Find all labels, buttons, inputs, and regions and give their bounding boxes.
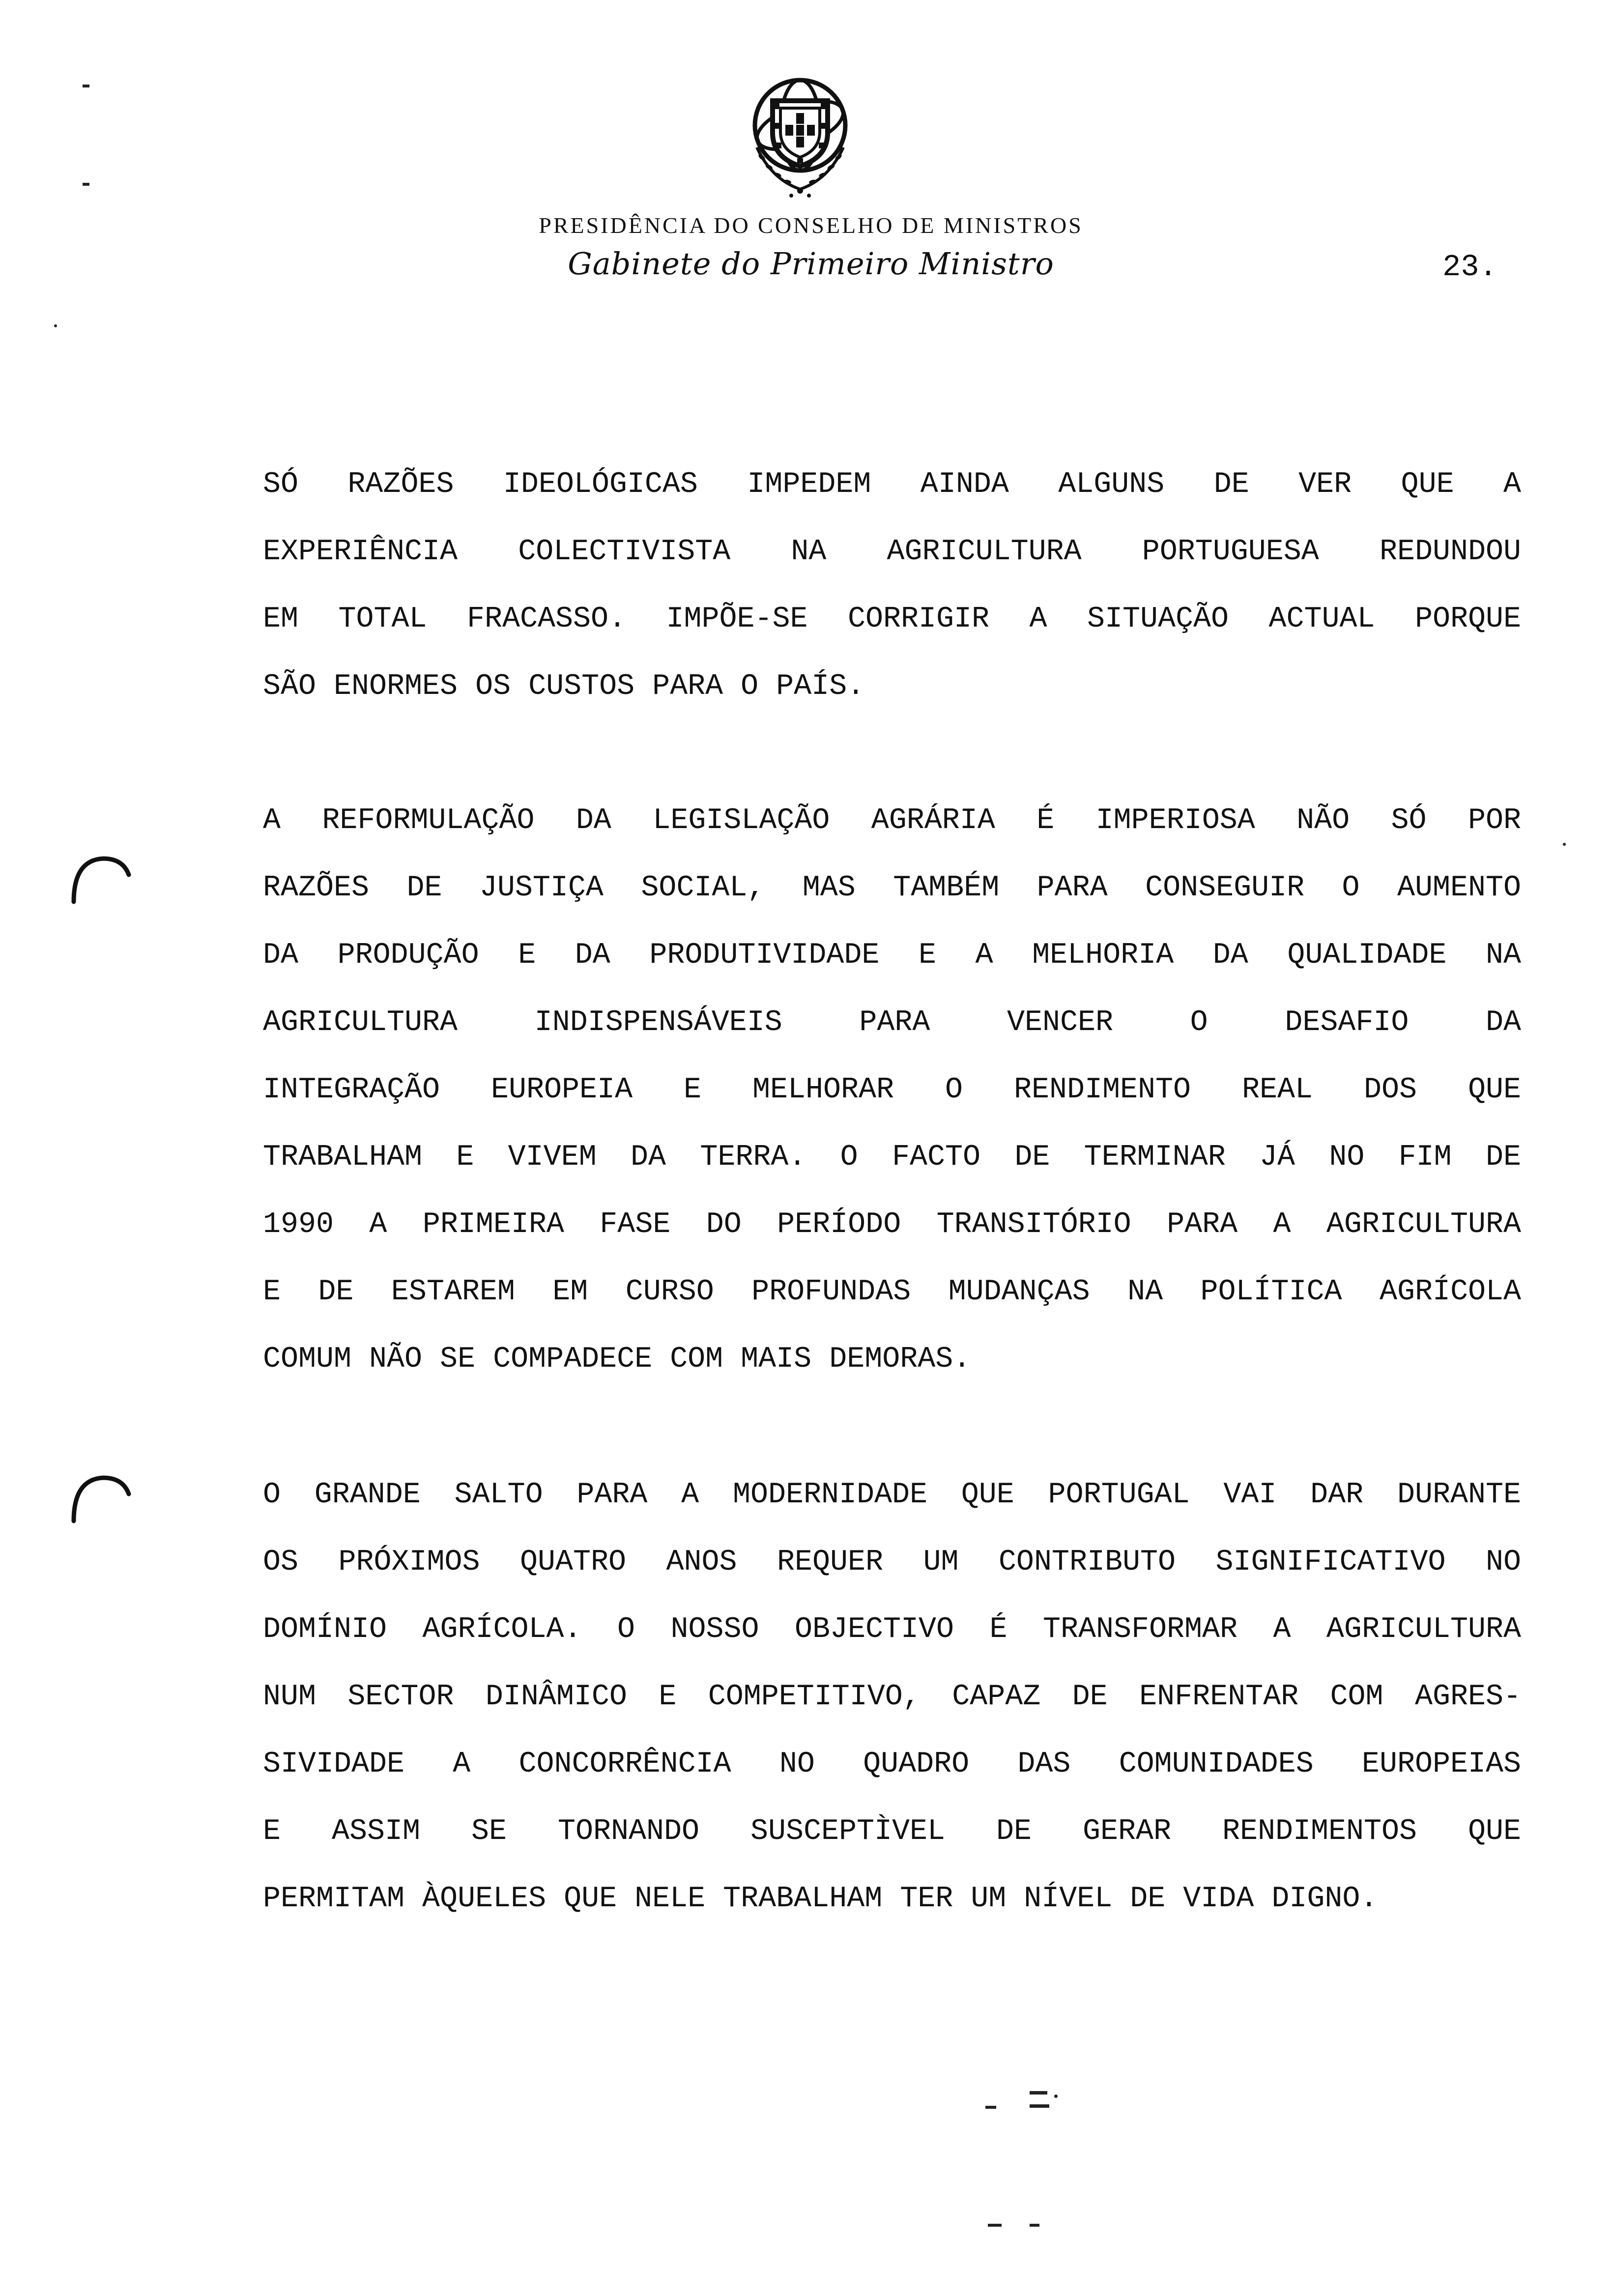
text-line: E DE ESTAREM EM CURSO PROFUNDAS MUDANÇAS NA POLÍTICA AGRÍCOLA [263, 1275, 1521, 1309]
scan-speck [988, 2224, 1002, 2227]
coat-of-arms-icon [742, 74, 865, 201]
binder-hole-mark-icon [69, 853, 133, 907]
text-line: NUM SECTOR DINÂMICO E COMPETITIVO, CAPAZ DE ENFRENTAR COM AGRES- [263, 1680, 1521, 1714]
text-line: RAZÕES DE JUSTIÇA SOCIAL, MAS TAMBÉM PARA CONSEGUIR O AUMENTO [263, 871, 1521, 905]
binder-hole-mark-icon [69, 1472, 133, 1526]
text-line: DOMÍNIO AGRÍCOLA. O NOSSO OBJECTIVO É TRANSFORMAR A AGRICULTURA [263, 1613, 1521, 1646]
scan-speck [1030, 2104, 1049, 2108]
office-title: PRESIDÊNCIA DO CONSELHO DE MINISTROS [539, 213, 1083, 238]
text-line: AGRICULTURA INDISPENSÁVEIS PARA VENCER O DESAFIO DA [263, 1006, 1521, 1039]
text-line: COMUM NÃO SE COMPADECE COM MAIS DEMORAS. [263, 1343, 971, 1376]
scan-speck [83, 85, 89, 87]
scan-speck [83, 183, 89, 186]
text-line: TRABALHAM E VIVEM DA TERRA. O FACTO DE TERMINAR JÁ NO FIM DE [263, 1141, 1521, 1174]
text-line: A REFORMULAÇÃO DA LEGISLAÇÃO AGRÁRIA É IMPERIOSA NÃO SÓ POR [263, 804, 1521, 837]
scan-speck [1030, 2224, 1039, 2227]
paragraph-1 [263, 451, 1521, 720]
scan-speck [985, 2106, 996, 2109]
scan-speck [1563, 843, 1566, 846]
paragraph-2 [263, 787, 1521, 1393]
cabinet-signature-line: Gabinete do Primeiro Ministro [568, 246, 1054, 282]
text-line: EXPERIÊNCIA COLECTIVISTA NA AGRICULTURA PORTUGUESA REDUNDOU [263, 535, 1521, 569]
text-line: DA PRODUÇÃO E DA PRODUTIVIDADE E A MELHORIA DA QUALIDADE NA [263, 939, 1521, 972]
scan-speck [1030, 2091, 1047, 2095]
text-line: OS PRÓXIMOS QUATRO ANOS REQUER UM CONTRIBUTO SIGNIFICATIVO NO [263, 1546, 1521, 1579]
text-line: E ASSIM SE TORNANDO SUSCEPTÌVEL DE GERAR RENDIMENTOS QUE [263, 1815, 1521, 1848]
text-line: SÃO ENORMES OS CUSTOS PARA O PAÍS. [263, 670, 865, 703]
text-line: EM TOTAL FRACASSO. IMPÕE-SE CORRIGIR A SITUAÇÃO ACTUAL PORQUE [263, 603, 1521, 636]
text-line: PERMITAM ÀQUELES QUE NELE TRABALHAM TER UM NÍVEL DE VIDA DIGNO. [263, 1882, 1378, 1916]
scan-speck [54, 324, 57, 327]
page-number: 23. [1442, 250, 1497, 285]
text-line: SIVIDADE A CONCORRÊNCIA NO QUADRO DAS COMUNIDADES EUROPEIAS [263, 1748, 1521, 1781]
text-line: INTEGRAÇÃO EUROPEIA E MELHORAR O RENDIMENTO REAL DOS QUE [263, 1073, 1521, 1107]
scan-speck [1054, 2095, 1058, 2098]
text-line: 1990 A PRIMEIRA FASE DO PERÍODO TRANSITÓRIO PARA A AGRICULTURA [263, 1208, 1521, 1241]
paragraph-3 [263, 1462, 1521, 1933]
text-line: SÓ RAZÕES IDEOLÓGICAS IMPEDEM AINDA ALGUNS DE VER QUE A [263, 468, 1521, 501]
text-line: O GRANDE SALTO PARA A MODERNIDADE QUE PORTUGAL VAI DAR DURANTE [263, 1478, 1521, 1512]
